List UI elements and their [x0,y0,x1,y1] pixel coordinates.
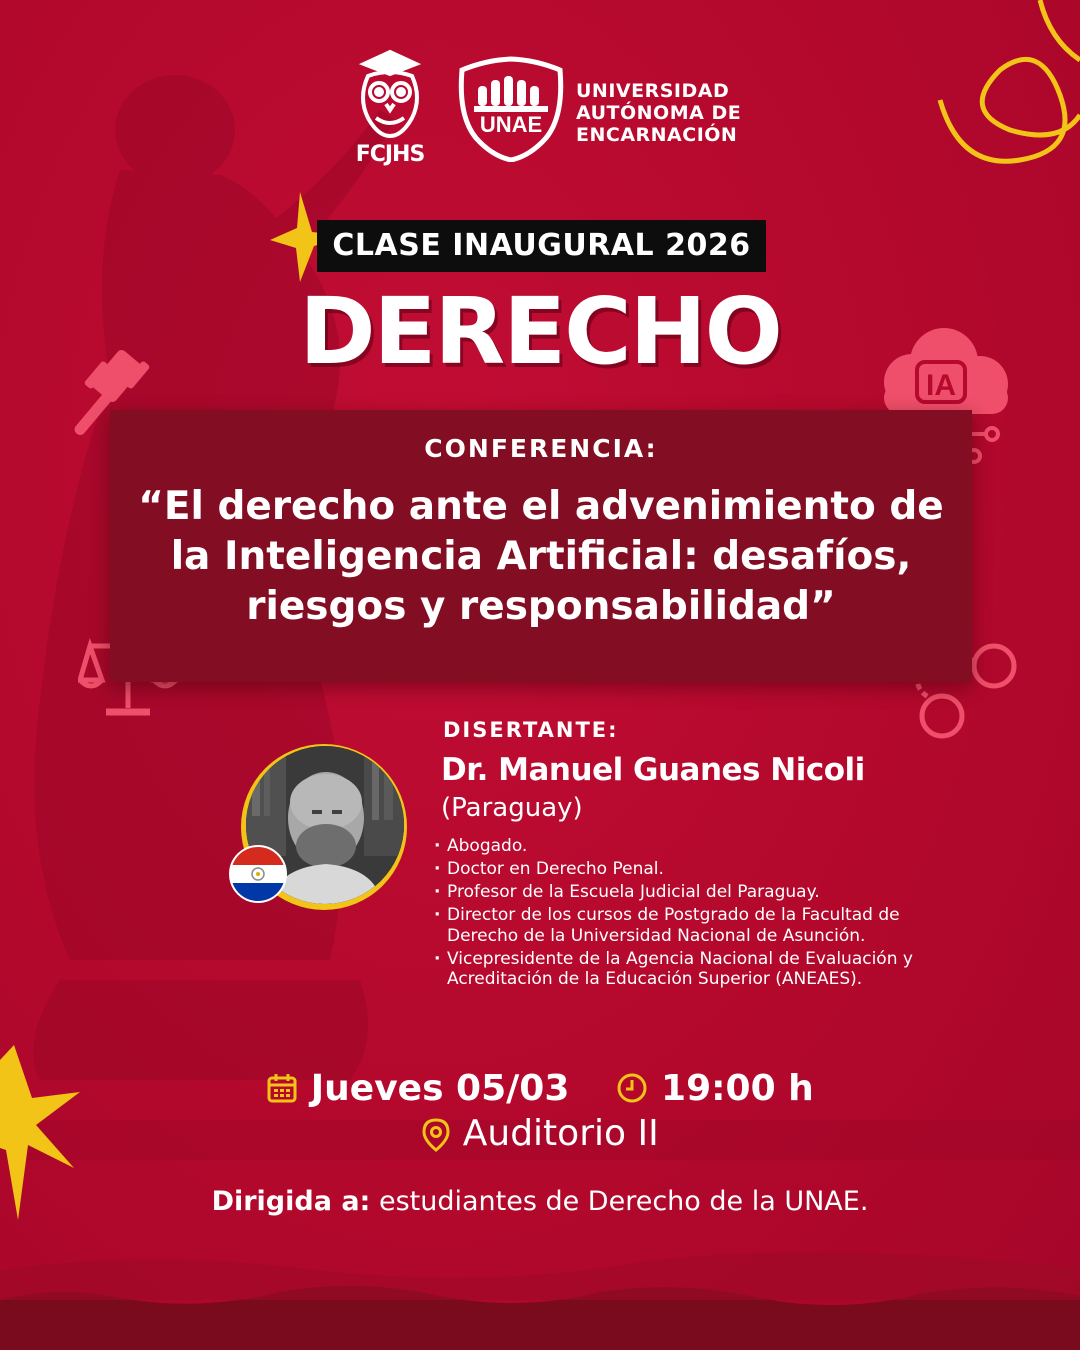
event-date: Jueves 05/03 [310,1067,570,1109]
speaker-label: DISERTANTE: [443,718,619,742]
unae-logo-text: UNAE [479,112,543,137]
clock-icon [616,1072,648,1104]
university-name-line-3: ENCARNACIÓN [576,124,738,146]
university-name [576,80,741,146]
unae-shield-logo [456,56,566,162]
faculty-logo-text: FCJHS [355,142,425,167]
bio-item: · Director de los cursos de Postgrado de la Facultad de Derecho de la Universidad Nacional de Asunción. [433,905,953,946]
audience-text: estudiantes de Derecho de la UNAE. [378,1186,869,1217]
calendar-icon [266,1072,298,1104]
bio-item: · Abogado. [433,836,953,857]
schedule-row [0,1066,1080,1109]
bio-item: · Profesor de la Escuela Judicial del Paraguay. [433,882,953,903]
location-row [0,1113,1080,1154]
owl-logo-icon [356,48,424,140]
paraguay-flag-icon [229,845,287,903]
event-place: Auditorio II [462,1113,659,1154]
conference-title: “El derecho ante el advenimiento de la Inteligencia Artificial: desafíos, riesgos y responsabilidad” [138,484,944,629]
event-tag-badge: CLASE INAUGURAL 2026 [317,220,766,272]
yellow-swirl-decoration [940,59,1080,161]
audience-line [0,1186,1080,1217]
ai-label: IA [926,369,956,402]
location-pin-icon [421,1118,451,1152]
speaker-name: Dr. Manuel Guanes Nicoli [441,752,865,788]
bio-item: · Doctor en Derecho Penal. [433,859,953,880]
bio-item: · Vicepresidente de la Agencia Nacional de Evaluación y Acreditación de la Educación Superior (ANEAES). [433,949,953,990]
conference-label: CONFERENCIA: [424,434,658,463]
university-name-line-2: AUTÓNOMA DE [576,102,742,124]
event-time: 19:00 h [661,1067,814,1109]
speaker-bio-list [433,836,953,992]
career-title: DERECHO [299,278,781,385]
university-name-line-1: UNIVERSIDAD [576,80,730,102]
audience-label: Dirigida a: [211,1186,371,1217]
speaker-country: (Paraguay) [441,793,583,823]
